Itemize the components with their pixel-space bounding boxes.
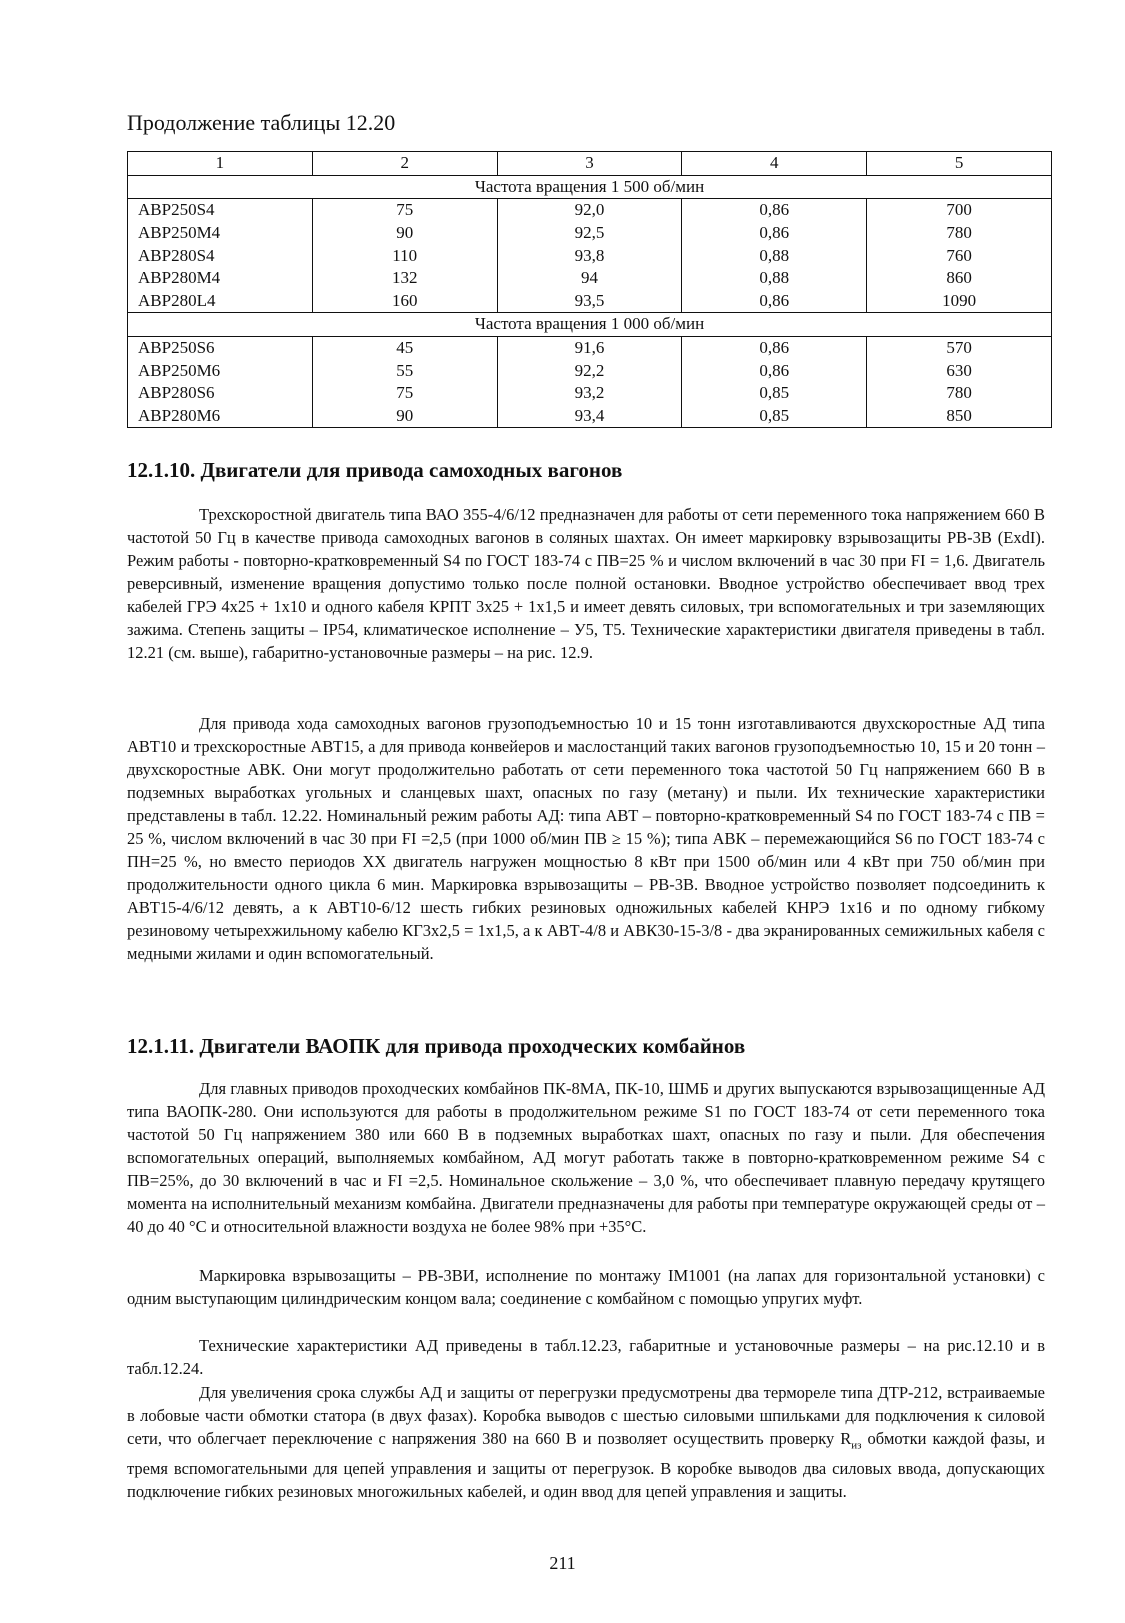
table-cell: 93,8 (497, 244, 682, 267)
table-cell: 92,5 (497, 222, 682, 245)
group-row (128, 313, 1052, 337)
table-cell: 0,88 (682, 244, 867, 267)
table-cell: 45 (312, 336, 497, 359)
table-cell: 0,85 (682, 405, 867, 428)
table-cell: 90 (312, 222, 497, 245)
paragraph (127, 1381, 1045, 1503)
table-cell: 860 (867, 267, 1052, 290)
table-cell: 780 (867, 382, 1052, 405)
table-cell: 700 (867, 199, 1052, 222)
table-cell: АВР280М6 (128, 405, 313, 428)
table-cell: 0,86 (682, 290, 867, 313)
table-cell: 92,0 (497, 199, 682, 222)
table-row (128, 382, 1052, 405)
group-title: Частота вращения 1 500 об/мин (128, 175, 1052, 199)
table-cell: 93,5 (497, 290, 682, 313)
table-cell: 93,2 (497, 382, 682, 405)
table-row (128, 359, 1052, 382)
group-title: Частота вращения 1 000 об/мин (128, 313, 1052, 337)
table-cell: 160 (312, 290, 497, 313)
page-number: 211 (549, 1553, 576, 1573)
table-cell: АВР280М4 (128, 267, 313, 290)
table-cell: 1090 (867, 290, 1052, 313)
group-row (128, 175, 1052, 199)
table-row (128, 267, 1052, 290)
table-cell: 0,86 (682, 199, 867, 222)
table-cell: 570 (867, 336, 1052, 359)
table-row (128, 336, 1052, 359)
table-cell: 75 (312, 199, 497, 222)
table-cell: 0,88 (682, 267, 867, 290)
table-cell: 0,86 (682, 359, 867, 382)
table-cell: АВР250М6 (128, 359, 313, 382)
column-header: 1 (128, 152, 313, 176)
table-row (128, 199, 1052, 222)
table-cell: АВР280S6 (128, 382, 313, 405)
table-row (128, 290, 1052, 313)
table-cell: 75 (312, 382, 497, 405)
table-row (128, 244, 1052, 267)
table-cell: 0,86 (682, 336, 867, 359)
table-cell: 630 (867, 359, 1052, 382)
table-header-row (128, 152, 1052, 176)
table-cell: 780 (867, 222, 1052, 245)
table-cell: АВР280S4 (128, 244, 313, 267)
paragraph-text: обмотки каждой фазы, и тремя вспомогательными для цепей управления и защиты от перегрузок. В коробке выводов два силовых ввода, допускающих подключение гибких резиновых многожильных кабелей, и один ввод для цепей управления и защиты. (127, 1429, 1045, 1502)
column-header: 5 (867, 152, 1052, 176)
table-cell: 850 (867, 405, 1052, 428)
table-caption: Продолжение таблицы 12.20 (127, 110, 396, 135)
subscript: из (851, 1439, 862, 1452)
table-cell: 94 (497, 267, 682, 290)
paragraph: Трехскоростной двигатель типа ВАО 355-4/6/12 предназначен для работы от сети переменного тока напряжением 660 В частотой 50 Гц в качестве привода самоходных вагонов в соляных шахтах. Он имеет маркировку взрывозащиты РВ-3В (ExdI). Режим работы - повторно-кратковременный S4 по ГОСТ 183-74 с ПВ=25 % и числом включений в час 30 при FI = 1,6. Двигатель реверсивный, изменение вращения допустимо только после полной остановки. Вводное устройство обеспечивает ввод трех кабелей ГРЭ 4х25 + 1х10 и одного кабеля КРПТ 3х25 + 1х1,5 и имеет девять силовых, три вспомогательных и три заземляющих зажима. Степень защиты – IP54, климатическое исполнение – У5, Т5. Технические характеристики двигателя приведены в табл. 12.21 (см. выше), габаритно-установочные размеры – на рис. 12.9. (127, 505, 1045, 662)
table-cell: 92,2 (497, 359, 682, 382)
table-cell: АВР250S6 (128, 336, 313, 359)
table-row (128, 405, 1052, 428)
table-cell: АВР250М4 (128, 222, 313, 245)
table-cell: 110 (312, 244, 497, 267)
paragraph: Для привода хода самоходных вагонов грузоподъемностью 10 и 15 тонн изготавливаются двухскоростные АД типа АВТ10 и трехскоростные АВТ15, а для привода конвейеров и маслостанций таких вагонов грузоподъемностью 10, 15 и 20 тонн – двухскоростные АВК. Они могут продолжительно работать от сети переменного тока частотой 50 Гц напряжением 660 В в подземных выработках угольных и сланцевых шахт, опасных по газу (метану) и пыли. Их технические характеристики представлены в табл. 12.22. Номинальный режим работы АД: типа АВТ – повторно-кратковременный S4 по ГОСТ 183-74 с ПВ = 25 %, числом включений в час 30 при FI =2,5 (при 1000 об/мин ПВ ≥ 15 %); типа АВК – перемежающийся S6 по ГОСТ 183-74 с ПН=25 %, но вместо периодов ХХ двигатель нагружен мощностью 8 кВт при 1500 об/мин или 4 кВт при 750 об/мин при продолжительности одного цикла 6 мин. Маркировка взрывозащиты – РВ-3В. Вводное устройство позволяет подсоединить к АВТ15-4/6/12 девять, а к АВТ10-6/12 шесть гибких резиновых одножильных кабелей КНРЭ 1х16 и по одному гибкому резиновому четырехжильному кабелю КГ3х2,5 = 1х1,5, а к АВТ-4/8 и АВК30-15-3/8 - два экранированных семижильных кабеля с медными жилами и один вспомогательный. (127, 714, 1045, 963)
paragraph: Технические характеристики АД приведены в табл.12.23, габаритные и установочные размеры – на рис.12.10 и в табл.12.24. (127, 1336, 1045, 1378)
table-cell: АВР250S4 (128, 199, 313, 222)
table-cell: 0,85 (682, 382, 867, 405)
table-cell: АВР280L4 (128, 290, 313, 313)
table-cell: 760 (867, 244, 1052, 267)
paragraph-text: Для увеличения срока службы АД и защиты от перегрузки предусмотрены два термореле типа ДТР-212, встраиваемые в лобовые части обмотки статора (в двух фазах). Коробка выводов с шестью силовыми шпильками для подключения к силовой сети, что облегчает переключение с напряжения 380 на 660 В и позволяет осуществить проверку R (127, 1383, 1045, 1448)
section-heading: 12.1.11. Двигатели ВАОПК для привода проходческих комбайнов (127, 1034, 746, 1058)
paragraph: Для главных приводов проходческих комбайнов ПК-8МА, ПК-10, ШМБ и других выпускаются взрывозащищенные АД типа ВАОПК-280. Они используются для работы в продолжительном режиме S1 по ГОСТ 183-74 от сети переменного тока частотой 50 Гц напряжением 380 или 660 В в подземных выработках шахт, опасных по газу и пыли. Для обеспечения вспомогательных операций, выполняемых комбайном, АД могут работать также в повторно-кратковременном режиме S4 с ПВ=25%, до 30 включений в час и FI =2,5. Номинальное скольжение – 3,0 %, что обеспечивает плавную передачу крутящего момента на исполнительный механизм комбайна. Двигатели предназначены для работы при температуре окружающей среды от –40 до 40 °С и относительной влажности воздуха не более 98% при +35°С. (127, 1079, 1045, 1236)
table-cell: 0,86 (682, 222, 867, 245)
table-cell: 93,4 (497, 405, 682, 428)
column-header: 3 (497, 152, 682, 176)
motor-spec-table (127, 151, 1052, 428)
table-row (128, 222, 1052, 245)
table-cell: 55 (312, 359, 497, 382)
column-header: 4 (682, 152, 867, 176)
table-cell: 91,6 (497, 336, 682, 359)
paragraph: Маркировка взрывозащиты – РВ-3ВИ, исполнение по монтажу IM1001 (на лапах для горизонтальной установки) с одним выступающим цилиндрическим концом вала; соединение с комбайном с помощью упругих муфт. (127, 1266, 1045, 1308)
table-cell: 132 (312, 267, 497, 290)
section-heading: 12.1.10. Двигатели для привода самоходных вагонов (127, 458, 623, 482)
column-header: 2 (312, 152, 497, 176)
table-cell: 90 (312, 405, 497, 428)
